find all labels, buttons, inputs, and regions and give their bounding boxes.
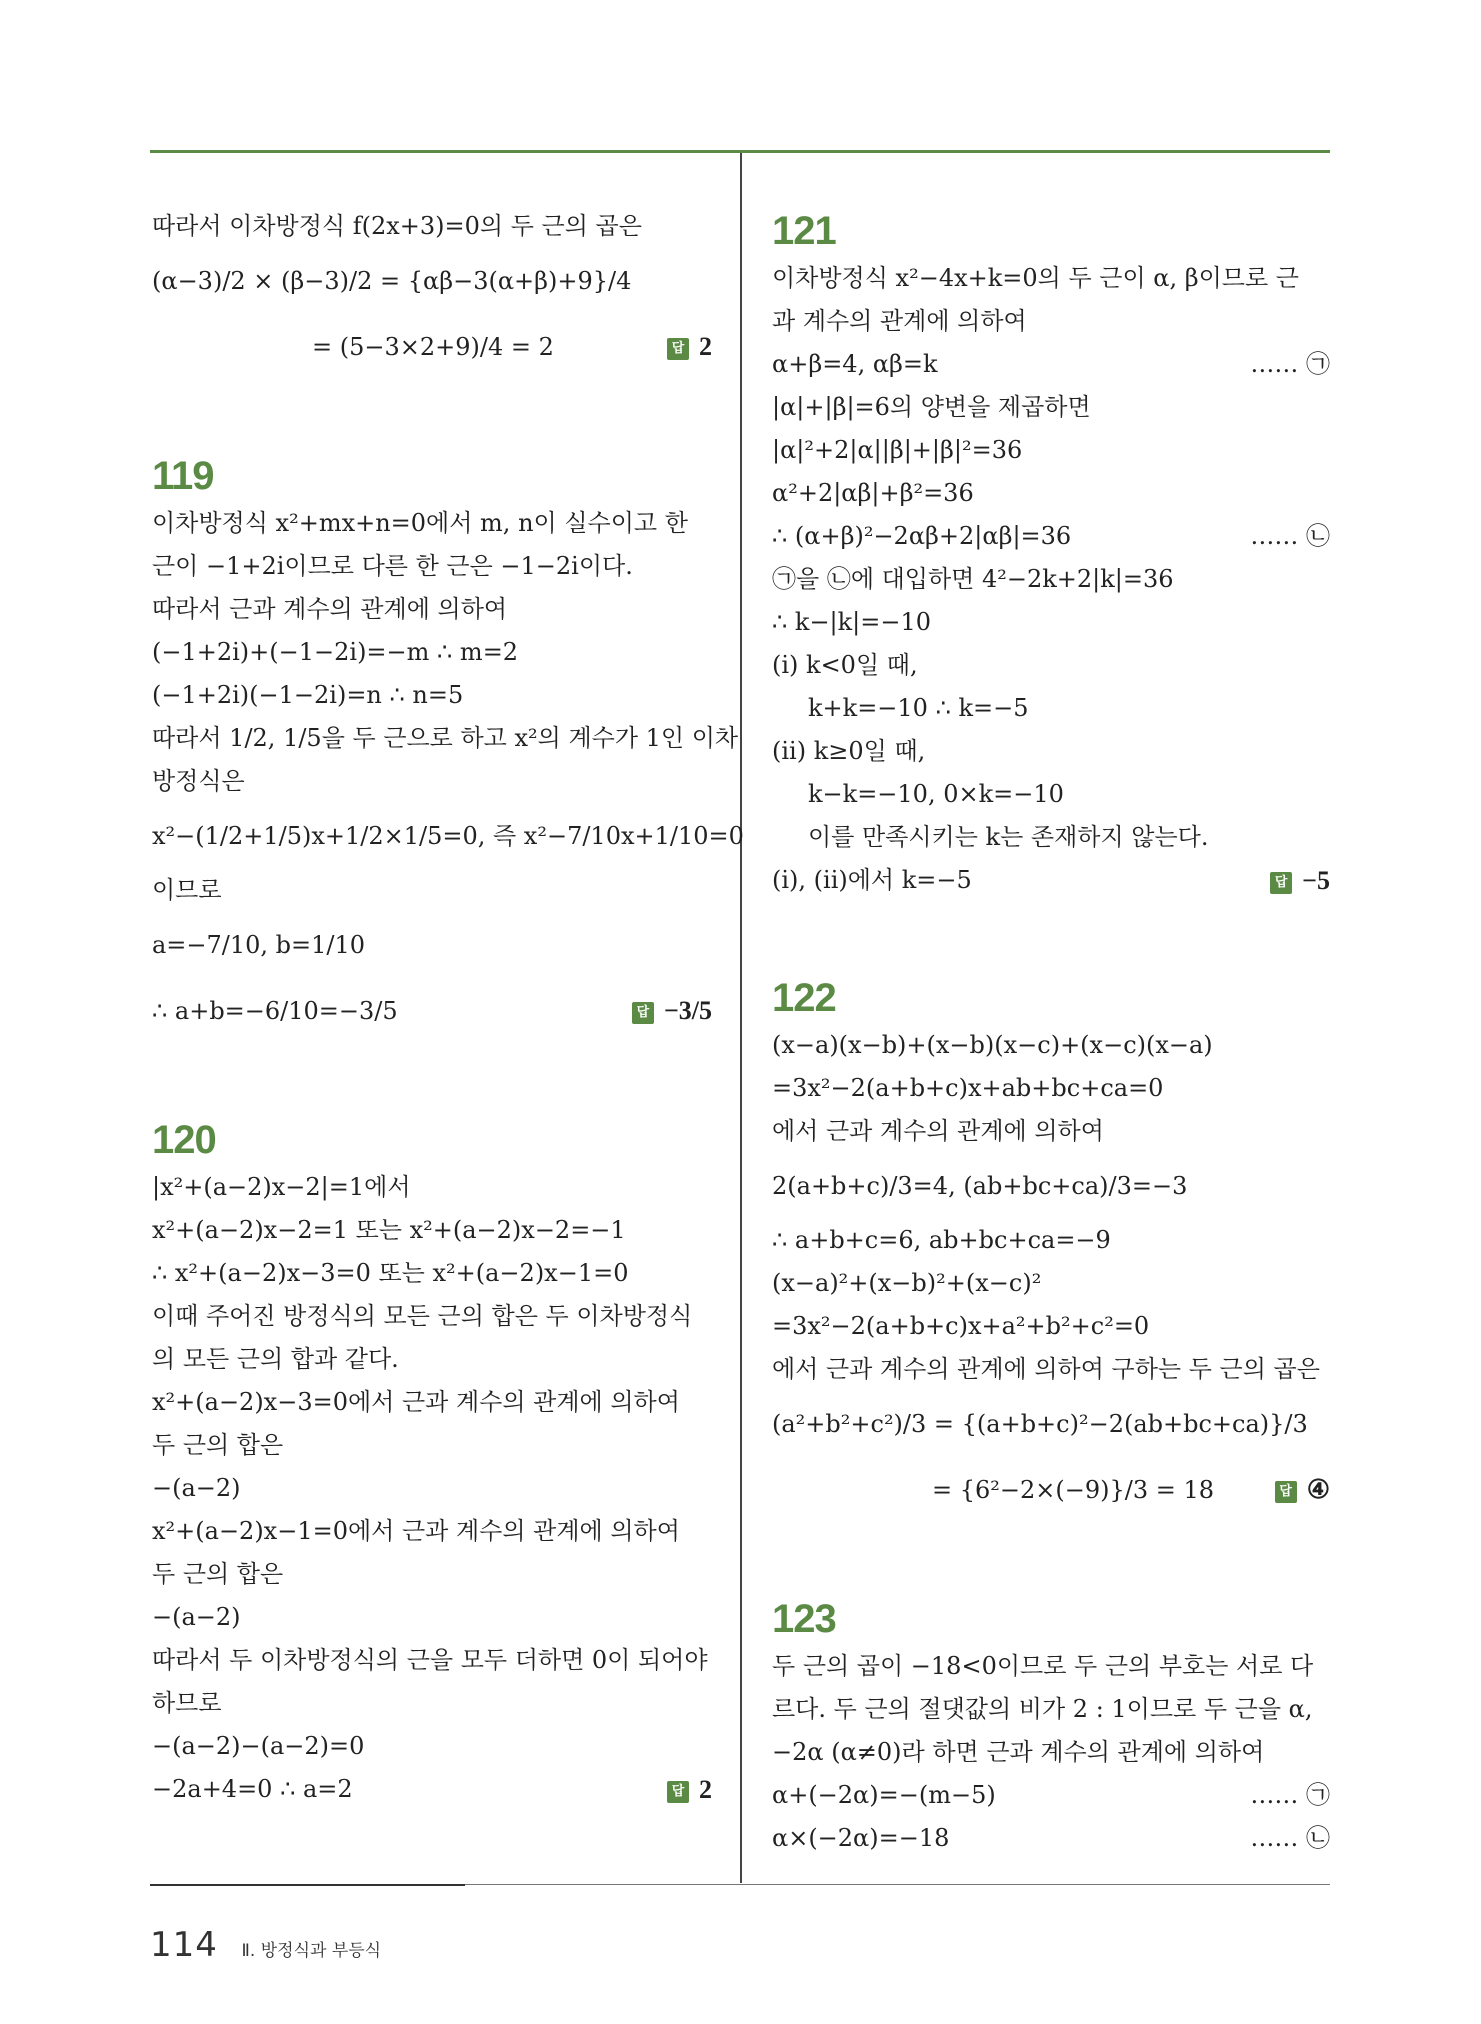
line-text: α+(−2α)=−(m−5): [772, 1781, 996, 1809]
solution-line: [772, 644, 1330, 687]
answer-value: −3/5: [663, 996, 712, 1025]
line-text: x²−(1/2+1/5)x+1/2×1/5=0, 즉 x²−7/10x+1/10=0: [152, 822, 744, 850]
line-text: (i), (ii)에서 k=−5: [772, 866, 972, 894]
solution-line: [152, 803, 744, 869]
solution-line: [152, 1553, 712, 1596]
solution-line: [772, 1731, 1330, 1774]
section-gap: [152, 380, 712, 450]
line-text: 이므로: [152, 876, 222, 904]
right-column: [772, 205, 1330, 1860]
line-text: 에서 근과 계수의 관계에 의하여: [772, 1117, 1104, 1145]
answer-value: 2: [699, 332, 712, 361]
line-text: (x−a)(x−b)+(x−b)(x−c)+(x−c)(x−a): [772, 1031, 1213, 1059]
column-divider: [740, 153, 742, 1883]
section-gap: [152, 1044, 712, 1114]
solution-line: [772, 558, 1330, 601]
solution-line: [152, 588, 712, 631]
line-text: ∴ a+b+c=6, ab+bc+ca=−9: [772, 1226, 1111, 1254]
line-text: a=−7/10, b=1/10: [152, 931, 366, 959]
line-text: |α|+|β|=6의 양변을 제곱하면: [772, 393, 1091, 421]
line-text: 과 계수의 관계에 의하여: [772, 307, 1027, 335]
equation-marker: …… ㉠: [1250, 1781, 1330, 1809]
line-text: 근이 −1+2i이므로 다른 한 근은 −1−2i이다.: [152, 552, 633, 580]
solution-line: [152, 978, 712, 1044]
line-text: x²+(a−2)x−2=1 또는 x²+(a−2)x−2=−1: [152, 1216, 626, 1244]
problem-number: 123: [772, 1597, 836, 1641]
solution-line: [152, 1768, 712, 1811]
line-text: 이때 주어진 방정식의 모든 근의 합은 두 이차방정식: [152, 1302, 693, 1330]
line-text: 따라서 근과 계수의 관계에 의하여: [152, 595, 508, 623]
line-text: = (5−3×2+9)/4 = 2: [312, 333, 554, 361]
line-text: 방정식은: [152, 767, 245, 795]
answer-value: 2: [699, 1775, 712, 1804]
solution-line: [152, 674, 712, 717]
solution-line: [772, 773, 1330, 816]
solution-line: [152, 248, 712, 314]
solution-line: [772, 1817, 1330, 1860]
line-text: α×(−2α)=−18: [772, 1824, 950, 1852]
line-text: −(a−2): [152, 1474, 241, 1502]
page-number: 114: [150, 1925, 218, 1965]
line-text: ∴ x²+(a−2)x−3=0 또는 x²+(a−2)x−1=0: [152, 1259, 629, 1287]
line-text: (x−a)²+(x−b)²+(x−c)²: [772, 1269, 1042, 1297]
solution-line: [772, 386, 1330, 429]
line-text: 따라서 두 이차방정식의 근을 모두 더하면 0이 되어야: [152, 1646, 708, 1674]
section-gap: [772, 1523, 1330, 1593]
line-text: ∴ k−|k|=−10: [772, 608, 932, 636]
solution-line: [152, 205, 712, 248]
solution-line: [772, 730, 1330, 773]
solution-line: [772, 1067, 1330, 1110]
line-text: −2a+4=0 ∴ a=2: [152, 1775, 353, 1803]
answer-icon: 답: [667, 1781, 689, 1803]
line-text: −(a−2)−(a−2)=0: [152, 1732, 365, 1760]
equation-marker: …… ㉡: [1250, 1824, 1330, 1852]
solution-line: [772, 1348, 1330, 1391]
solution-line: [772, 1110, 1330, 1153]
left-column: [152, 205, 744, 1811]
line-text: 따라서 1/2, 1/5을 두 근으로 하고 x²의 계수가 1인 이차: [152, 724, 739, 752]
line-text: (i) k<0일 때,: [772, 651, 918, 679]
solution-line: [152, 1467, 712, 1510]
line-text: 에서 근과 계수의 관계에 의하여 구하는 두 근의 곱은: [772, 1355, 1320, 1383]
line-text: (a²+b²+c²)/3 = {(a+b+c)²−2(ab+bc+ca)}/3: [772, 1410, 1308, 1438]
solution-line: [152, 869, 712, 912]
solution-line: [772, 1153, 1330, 1219]
answer-value: −5: [1302, 866, 1330, 895]
solution-line: [152, 1510, 712, 1553]
problem-number: 119: [152, 454, 214, 498]
answer: [1275, 1457, 1330, 1523]
solution-line: [152, 1682, 712, 1725]
solution-line: [152, 717, 739, 760]
line-text: = {6²−2×(−9)}/3 = 18: [932, 1476, 1215, 1504]
line-text: 하므로: [152, 1689, 222, 1717]
solution-line: [772, 472, 1330, 515]
solution-line: [772, 1262, 1330, 1305]
solution-line: [152, 1596, 712, 1639]
line-text: 이차방정식 x²+mx+n=0에서 m, n이 실수이고 한: [152, 509, 688, 537]
answer-icon: 답: [667, 338, 689, 360]
solution-line: [152, 545, 712, 588]
answer: [1270, 859, 1330, 902]
line-text: (ii) k≥0일 때,: [772, 737, 926, 765]
solution-line: [772, 1305, 1330, 1348]
bottom-rule-accent: [150, 1884, 465, 1886]
line-text: x²+(a−2)x−1=0에서 근과 계수의 관계에 의하여: [152, 1517, 680, 1545]
line-text: −(a−2): [152, 1603, 241, 1631]
solution-line: [152, 1209, 712, 1252]
line-text: 두 근의 합은: [152, 1431, 284, 1459]
solution-line: [152, 1639, 712, 1682]
line-text: (α−3)/2 × (β−3)/2 = {αβ−3(α+β)+9}/4: [152, 267, 632, 295]
solution-line: [152, 1338, 712, 1381]
answer-icon: 답: [1270, 872, 1292, 894]
solution-line: [772, 1774, 1330, 1817]
solution-line: [772, 859, 1330, 902]
line-text: ㉠을 ㉡에 대입하면 4²−2k+2|k|=36: [772, 565, 1174, 593]
solution-line: [772, 816, 1330, 859]
solution-line: [152, 760, 712, 803]
problem-number: 122: [772, 976, 836, 1020]
line-text: |α|²+2|α||β|+|β|²=36: [772, 436, 1023, 464]
solution-line: [772, 343, 1330, 386]
line-text: =3x²−2(a+b+c)x+a²+b²+c²=0: [772, 1312, 1150, 1340]
solution-line: [152, 1166, 712, 1209]
line-text: 2(a+b+c)/3=4, (ab+bc+ca)/3=−3: [772, 1172, 1188, 1200]
line-text: (−1+2i)(−1−2i)=n ∴ n=5: [152, 681, 464, 709]
answer-icon: 답: [1275, 1481, 1297, 1503]
section-gap: [772, 902, 1330, 972]
line-text: −2α (α≠0)라 하면 근과 계수의 관계에 의하여: [772, 1738, 1265, 1766]
solution-line: [152, 1424, 712, 1467]
answer: [667, 314, 712, 380]
line-text: (−1+2i)+(−1−2i)=−m ∴ m=2: [152, 638, 519, 666]
solution-line: [152, 1295, 712, 1338]
solution-line: [152, 912, 712, 978]
solution-line: [772, 1688, 1330, 1731]
solution-line: [772, 1391, 1330, 1457]
solution-line: [152, 1381, 712, 1424]
line-text: 두 근의 곱이 −18<0이므로 두 근의 부호는 서로 다: [772, 1652, 1314, 1680]
solution-line: [772, 1457, 1330, 1523]
solution-line: [772, 515, 1330, 558]
answer: [632, 978, 712, 1044]
line-text: 두 근의 합은: [152, 1560, 284, 1588]
solution-line: [152, 502, 712, 545]
solution-line: [152, 1725, 712, 1768]
line-text: α²+2|αβ|+β²=36: [772, 479, 974, 507]
equation-marker: …… ㉠: [1250, 350, 1330, 378]
problem-number: 120: [152, 1118, 216, 1162]
equation-marker: …… ㉡: [1250, 522, 1330, 550]
solution-line: [772, 601, 1330, 644]
answer-value: ④: [1306, 1475, 1330, 1504]
solution-line: [772, 300, 1330, 343]
answer: [667, 1768, 712, 1811]
solution-line: [772, 1645, 1330, 1688]
line-text: =3x²−2(a+b+c)x+ab+bc+ca=0: [772, 1074, 1164, 1102]
line-text: x²+(a−2)x−3=0에서 근과 계수의 관계에 의하여: [152, 1388, 680, 1416]
solution-line: [772, 257, 1330, 300]
line-text: 의 모든 근의 합과 같다.: [152, 1345, 399, 1373]
solution-line: [772, 687, 1330, 730]
answer-icon: 답: [632, 1002, 654, 1024]
line-text: |x²+(a−2)x−2|=1에서: [152, 1173, 411, 1201]
line-text: ∴ a+b=−6/10=−3/5: [152, 997, 398, 1025]
line-text: 따라서 이차방정식 f(2x+3)=0의 두 근의 곱은: [152, 212, 642, 240]
solution-line: [152, 1252, 712, 1295]
solution-line: [772, 1024, 1330, 1067]
chapter-title: Ⅱ. 방정식과 부등식: [241, 1941, 382, 1961]
line-text: k−k=−10, 0×k=−10: [808, 780, 1064, 808]
solution-line: [772, 1219, 1330, 1262]
page-footer: [150, 1925, 381, 1965]
problem-number: 121: [772, 209, 836, 253]
solution-line: [152, 631, 712, 674]
line-text: 이차방정식 x²−4x+k=0의 두 근이 α, β이므로 근: [772, 264, 1299, 292]
line-text: α+β=4, αβ=k: [772, 350, 938, 378]
line-text: 르다. 두 근의 절댓값의 비가 2 : 1이므로 두 근을 α,: [772, 1695, 1313, 1723]
line-text: k+k=−10 ∴ k=−5: [808, 694, 1029, 722]
line-text: ∴ (α+β)²−2αβ+2|αβ|=36: [772, 522, 1072, 550]
solution-line: [772, 429, 1330, 472]
solution-line: [152, 314, 712, 380]
line-text: 이를 만족시키는 k는 존재하지 않는다.: [808, 823, 1209, 851]
